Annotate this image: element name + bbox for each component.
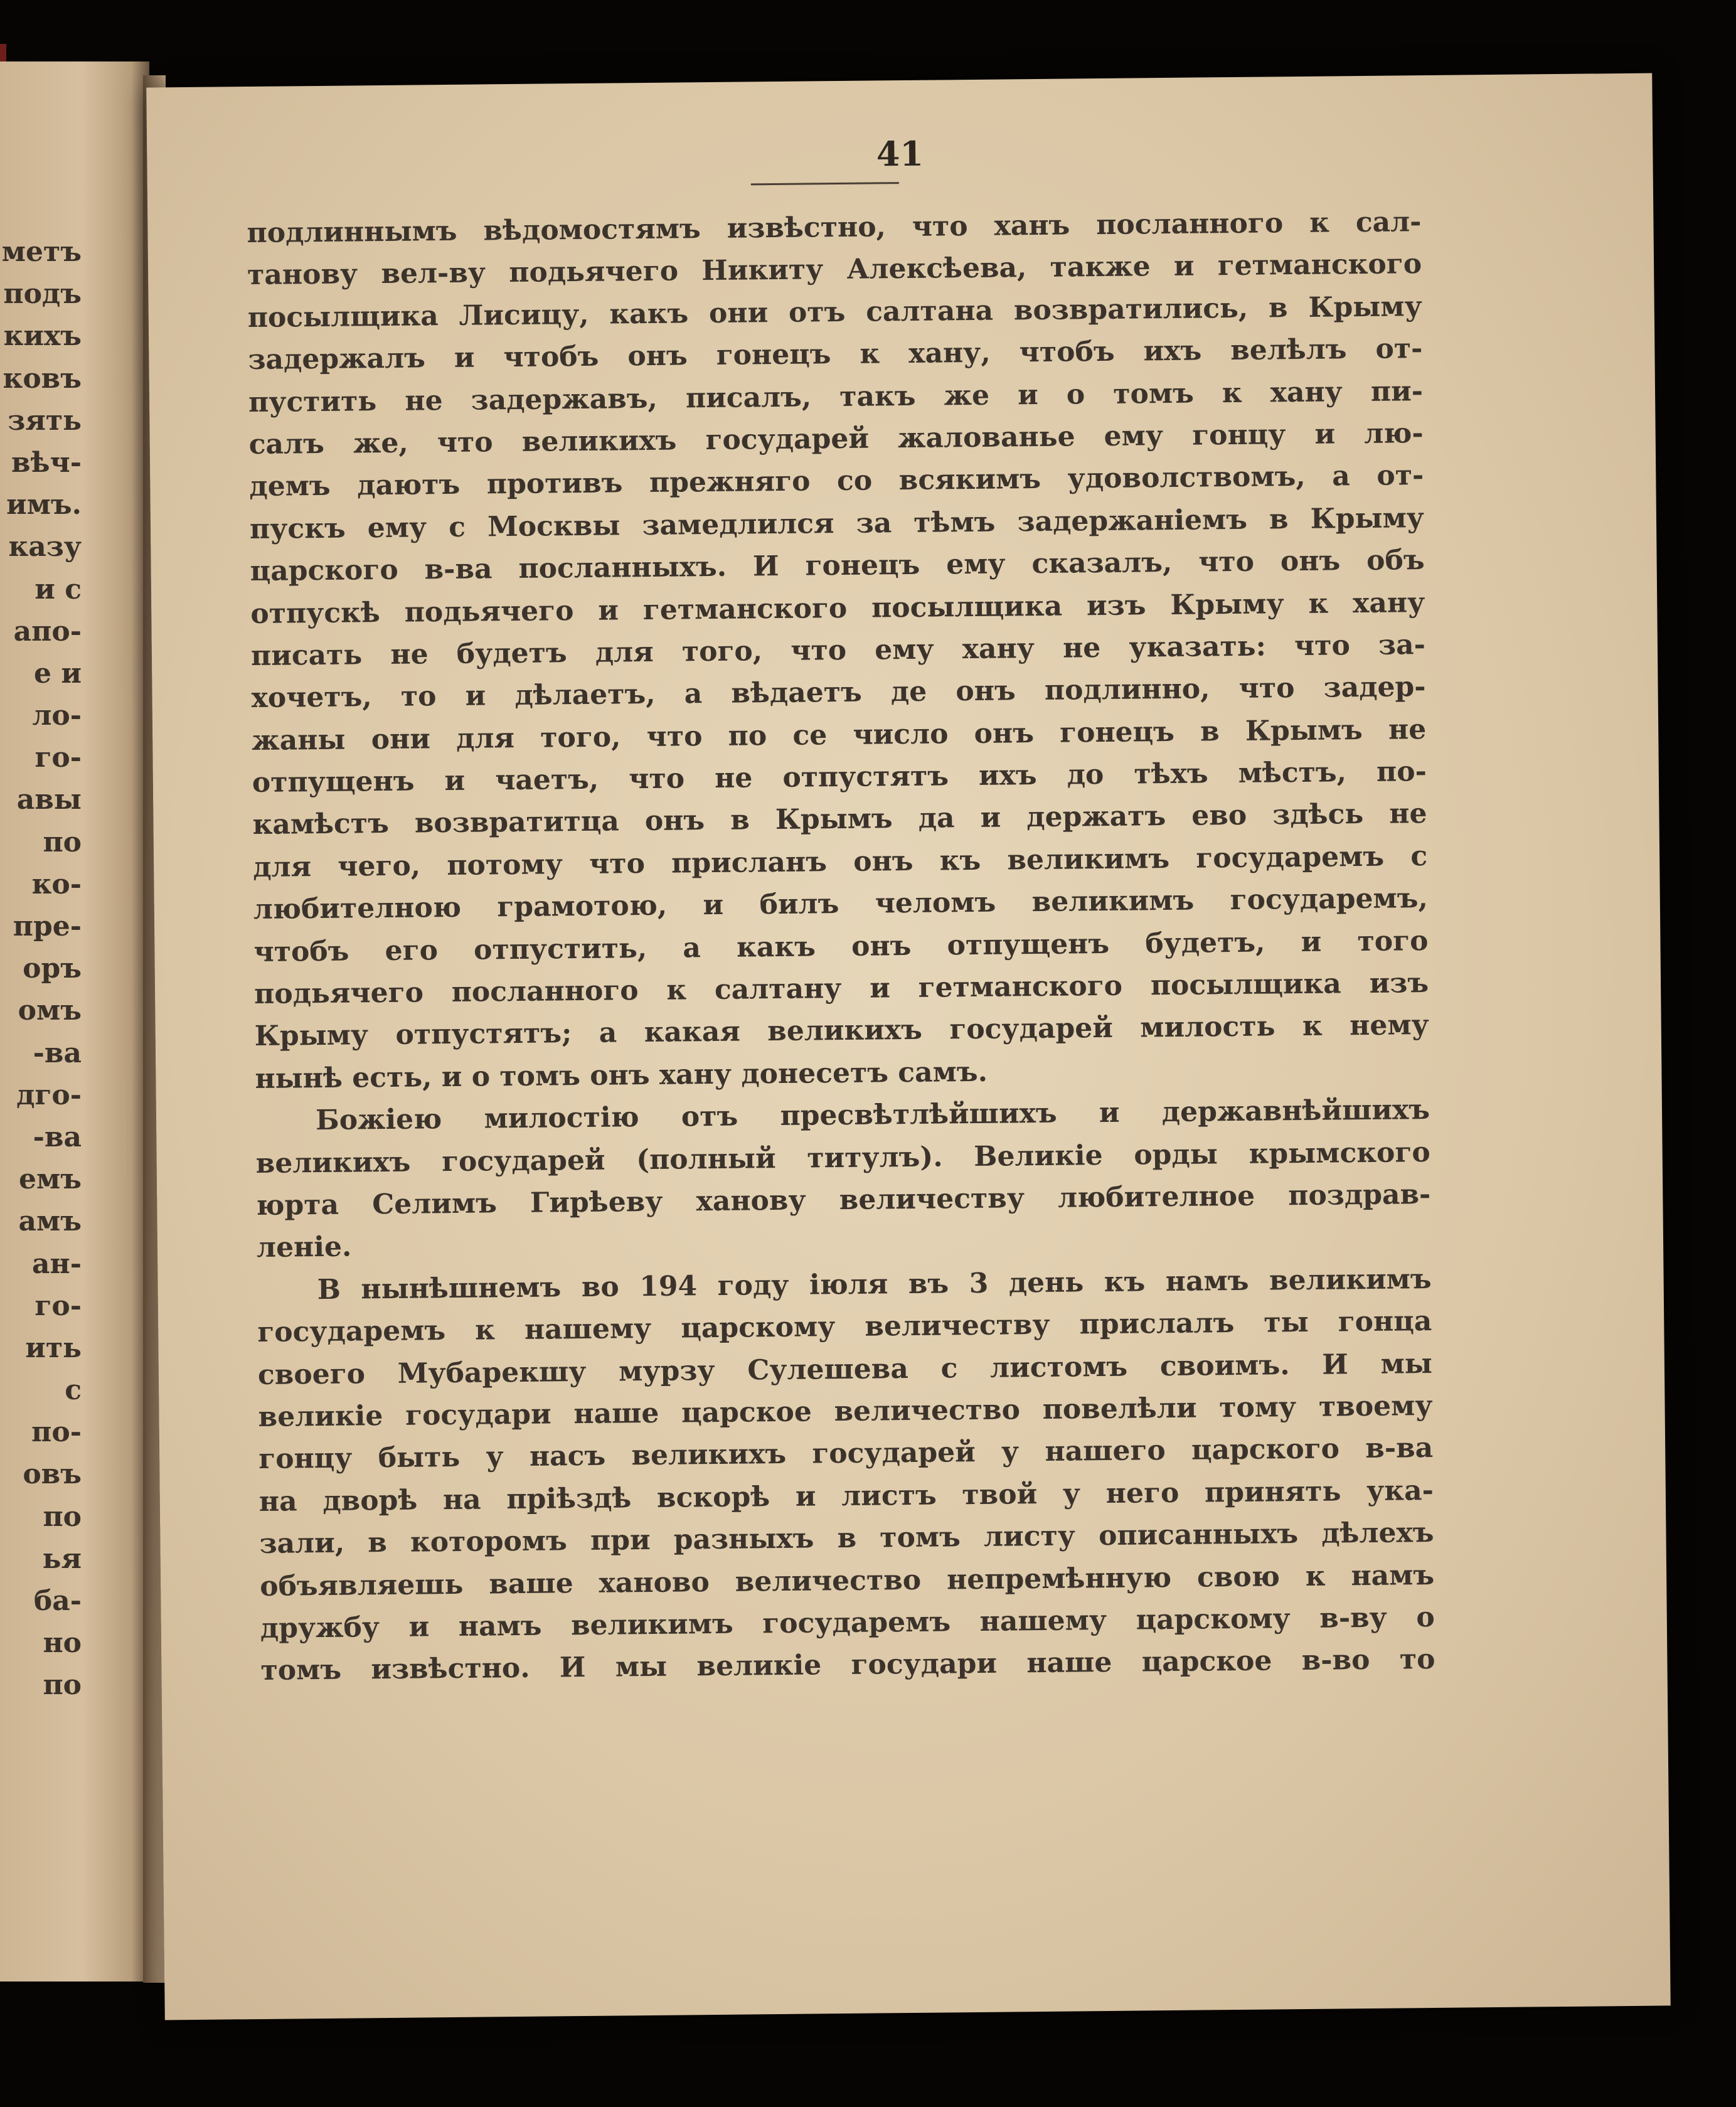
text-line: любителною грамотою, и билъ челомъ великимъ государемъ, <box>253 882 1429 926</box>
left-page-text-fragments <box>0 231 82 1707</box>
left-page-fragment: го- <box>35 742 82 774</box>
page-number: 41 <box>876 133 924 174</box>
left-page-fragment: ло- <box>32 700 82 732</box>
text-line: зали, в которомъ при разныхъ в томъ листу описанныхъ дѣлехъ <box>259 1517 1434 1560</box>
text-line: камѣстъ возвратитца онъ в Крымъ да и держатъ ево здѣсь не <box>252 797 1427 841</box>
text-line: подьячего посланного к салтану и гетманского посылщика изъ <box>253 967 1429 1011</box>
left-page-fragment: по <box>43 1669 82 1702</box>
text-line: объявляешь ваше ханово величество непремѣнную свою к намъ <box>259 1559 1435 1603</box>
text-line: на дворѣ на пріѣздѣ вскорѣ и листъ твой у него принять ука- <box>258 1474 1434 1518</box>
left-page-fragment: е и <box>34 657 82 690</box>
left-page-fragment: дго- <box>16 1079 82 1111</box>
text-line: хочетъ, то и дѣлаетъ, а вѣдаетъ де онъ подлинно, что задер- <box>251 671 1426 715</box>
text-line: пустить не задержавъ, писалъ, такъ же и о томъ к хану пи- <box>248 375 1424 419</box>
text-line: дружбу и намъ великимъ государемъ нашему царскому в-ву о <box>260 1601 1435 1645</box>
text-line: великихъ государей (полный титулъ). Великіе орды крымского <box>255 1136 1430 1180</box>
left-page-fragment: -ва <box>33 1037 82 1069</box>
text-line: отпущенъ и чаетъ, что не отпустятъ ихъ до тѣхъ мѣстъ, по- <box>252 755 1427 799</box>
text-line: писать не будетъ для того, что ему хану не указать: что за- <box>250 628 1426 672</box>
text-line: царского в-ва посланныхъ. И гонецъ ему сказалъ, что онъ объ <box>250 544 1425 588</box>
left-page-fragment: кихъ <box>3 320 82 353</box>
right-page <box>146 73 1670 2020</box>
left-page-fragment: казу <box>8 531 82 563</box>
text-line: чтобъ его отпустить, а какъ онъ отпущенъ будетъ, и того <box>253 924 1429 968</box>
left-page-fragment: -ва <box>33 1121 82 1153</box>
left-page-fragment: метъ <box>1 236 82 268</box>
text-line: жаны они для того, что по се число онъ гонецъ в Крымъ не <box>252 713 1427 757</box>
left-page-fragment: имъ. <box>6 489 82 521</box>
left-page-fragment: апо- <box>13 615 82 648</box>
text-line: В нынѣшнемъ во 194 году іюля въ 3 день къ намъ великимъ <box>317 1262 1432 1306</box>
text-line: Божіею милостію отъ пресвѣтлѣйшихъ и державнѣйшихъ <box>315 1094 1430 1137</box>
left-page-fragment: по <box>43 826 82 858</box>
paragraph <box>257 1258 1435 1692</box>
paragraph <box>247 201 1429 1100</box>
text-line: своего Мубарекшу мурзу Сулешева с листомъ своимъ. И мы <box>257 1347 1433 1391</box>
left-page <box>0 61 149 1982</box>
left-page-fragment: емъ <box>19 1163 82 1196</box>
text-line: нынѣ есть, и о томъ онъ хану донесетъ самъ. <box>255 1055 988 1095</box>
text-line: танову вел-ву подьячего Никиту Алексѣева, также и гетманского <box>247 248 1422 292</box>
text-line: для чего, потому что присланъ онъ къ великимъ государемъ с <box>252 840 1428 883</box>
text-line: великіе государи наше царское величество повелѣли тому твоему <box>258 1389 1433 1433</box>
left-page-fragment: по- <box>31 1416 82 1449</box>
left-page-fragment: ковъ <box>3 362 82 395</box>
left-page-fragment: ко- <box>31 868 82 900</box>
body-text <box>247 201 1435 1692</box>
text-line: юрта Селимъ Гирѣеву ханову величеству любителное поздрав- <box>256 1178 1431 1222</box>
page-number-rule <box>751 182 899 185</box>
left-page-fragment: но <box>43 1627 82 1660</box>
text-line: подлиннымъ вѣдомостямъ извѣстно, что ханъ посланного к сал- <box>247 206 1422 250</box>
left-page-fragment: вѣч- <box>11 446 82 479</box>
text-line: томъ извѣстно. И мы великіе государи наше царское в-во то <box>260 1643 1435 1687</box>
left-page-fragment: и с <box>35 573 82 605</box>
left-page-fragment: оръ <box>23 952 82 985</box>
left-page-fragment: пре- <box>13 910 82 942</box>
paragraph <box>255 1089 1432 1269</box>
left-page-fragment: ба- <box>33 1585 82 1617</box>
text-line: демъ даютъ противъ прежняго со всякимъ удоволствомъ, а от- <box>249 459 1424 503</box>
left-page-fragment: по <box>43 1500 82 1533</box>
left-page-fragment: амъ <box>18 1205 82 1238</box>
left-page-fragment: омъ <box>18 995 82 1027</box>
text-line: государемъ к нашему царскому величеству прислалъ ты гонца <box>257 1305 1432 1349</box>
text-line: задержалъ и чтобъ онъ гонецъ к хану, чтобъ ихъ велѣлъ от- <box>248 333 1423 376</box>
left-page-fragment: го- <box>35 1289 82 1322</box>
left-page-fragment: с <box>65 1374 82 1407</box>
text-line: отпускѣ подьячего и гетманского посылщика изъ Крыму к хану <box>250 586 1425 630</box>
left-page-fragment: авы <box>16 784 82 816</box>
text-line: Крыму отпустятъ; а какая великихъ государей милость к нему <box>254 1009 1429 1053</box>
left-page-fragment: ить <box>25 1331 82 1364</box>
left-page-fragment: зять <box>8 404 82 437</box>
text-line: гонцу быть у насъ великихъ государей у нашего царского в-ва <box>258 1432 1434 1476</box>
left-page-fragment: ья <box>42 1542 82 1575</box>
text-line: салъ же, что великихъ государей жалованье ему гонцу и лю- <box>248 417 1424 461</box>
left-page-fragment: овъ <box>23 1458 82 1491</box>
text-line: пускъ ему с Москвы замедлился за тѣмъ задержаніемъ в Крыму <box>249 501 1425 545</box>
text-line: леніе. <box>256 1230 352 1264</box>
text-line: посылщика Лисицу, какъ они отъ салтана возвратились, в Крыму <box>247 290 1422 334</box>
left-page-fragment: ан- <box>32 1247 82 1280</box>
left-page-fragment: подъ <box>3 278 82 311</box>
